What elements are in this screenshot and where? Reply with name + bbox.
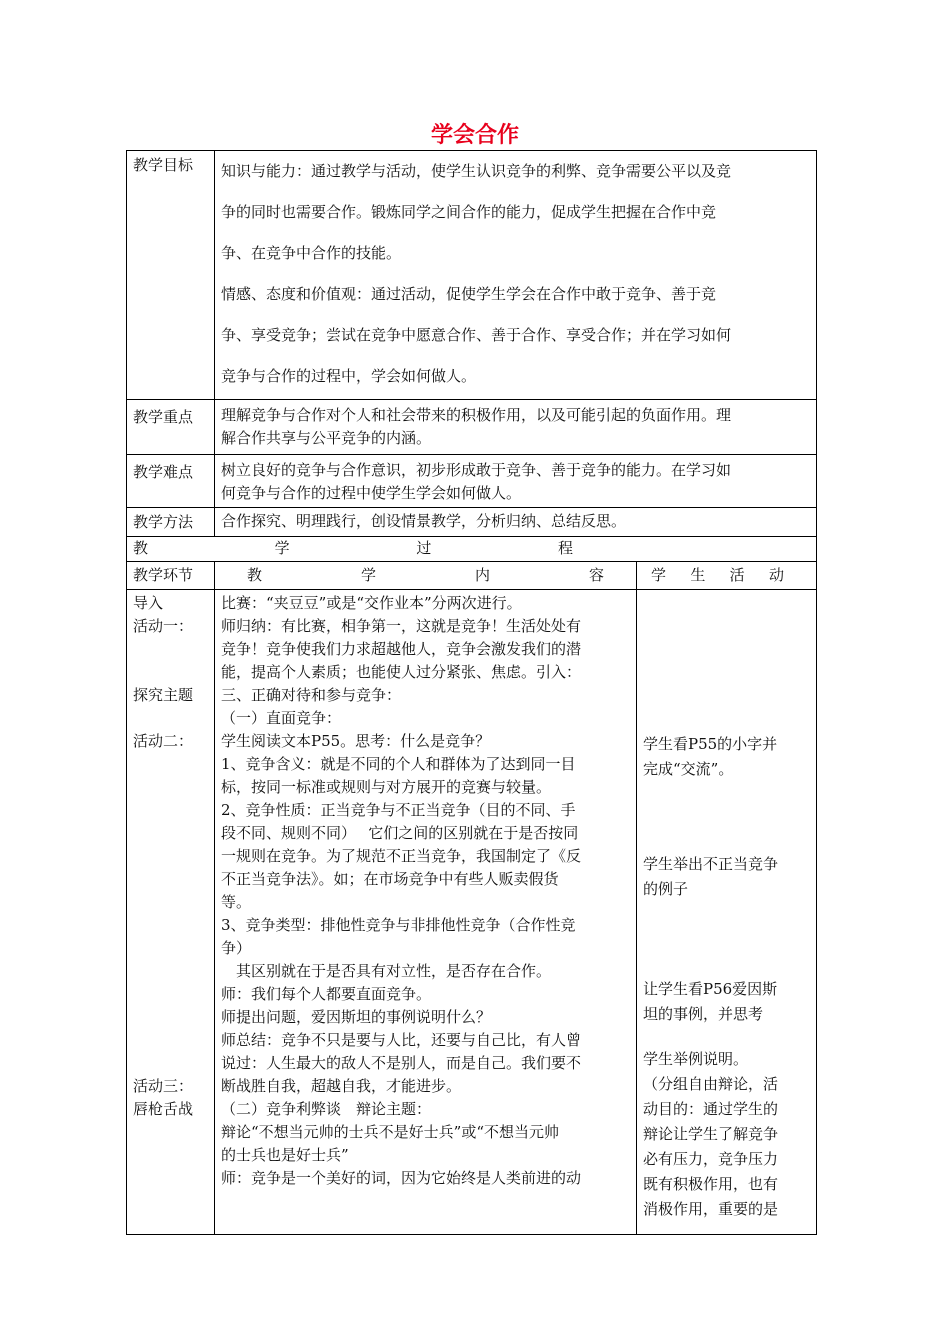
process-header-char: 过 (416, 539, 432, 557)
key-points-label: 教学重点 (127, 400, 215, 455)
content-line: 辩论“不想当元帅的士兵不是好士兵”或“不想当元帅 (221, 1123, 560, 1141)
content-line: 2、竞争性质：正当竞争与不正当竞争（目的不同、手 (221, 801, 576, 819)
stage-label: 活动三： (133, 1077, 194, 1095)
activity-header-char: 生 (690, 566, 706, 584)
objectives-line: 争、享受竞争；尝试在竞争中愿意合作、善于合作、享受合作；并在学习如何 (221, 326, 732, 344)
methods-label: 教学方法 (127, 508, 215, 537)
activity-line: 学生看P55的小字并 (643, 735, 778, 753)
content-line: 段不同、规则不同） 它们之间的区别就在于是否按同 (221, 824, 579, 842)
column-header-row (127, 562, 817, 590)
activity-header-char: 学 (651, 566, 667, 584)
content-line: 比赛：“夹豆豆”或是“交作业本”分两次进行。 (221, 594, 522, 612)
lesson-plan-table (126, 150, 817, 1235)
difficulties-line: 何竞争与合作的过程中使学生学会如何做人。 (221, 484, 522, 502)
content-line: 3、竞争类型：排他性竞争与非排他性竞争（合作性竞 (221, 916, 576, 934)
key-points-line: 理解竞争与合作对个人和社会带来的积极作用，以及可能引起的负面作用。理 (221, 406, 732, 424)
content-line: 竞争！竞争使我们力求超越他人，竞争会激发我们的潜 (221, 640, 582, 658)
content-line: 其区别就在于是否具有对立性，是否存在合作。 (221, 962, 552, 980)
content-line: 的士兵也是好士兵” (221, 1146, 349, 1164)
activity-line: 消极作用，重要的是 (643, 1200, 779, 1218)
content-line: 能，提高个人素质；也能使人过分紧张、焦虑。引入： (221, 663, 582, 681)
objectives-line: 情感、态度和价值观：通过活动，促使学生学会在合作中敢于竞争、善于竞 (221, 285, 717, 303)
difficulties-row (127, 455, 817, 508)
content-line: 师归纳：有比赛，相争第一，这就是竞争！生活处处有 (221, 617, 582, 635)
content-line: 争） (221, 939, 252, 957)
page-title: 学会合作 (430, 123, 519, 148)
stage-label: 活动二： (133, 732, 194, 750)
content-line: 不正当竞争法》。如；在市场竞争中有些人贩卖假货 (221, 870, 559, 888)
process-header (133, 537, 573, 560)
content-line: 师：我们每个人都要直面竞争。 (221, 985, 432, 1003)
activity-line: 学生举出不正当竞争 (643, 855, 779, 873)
content-line: 师提出问题，爱因斯坦的事例说明什么？ (221, 1008, 492, 1026)
difficulties-label: 教学难点 (127, 455, 215, 508)
content-line: （一）直面竞争： (221, 709, 342, 727)
content-line: 师：竞争是一个美好的词，因为它始终是人类前进的动 (221, 1169, 582, 1187)
key-points-text (215, 400, 817, 455)
process-header-row (127, 537, 817, 562)
activity-line: 动目的：通过学生的 (643, 1100, 779, 1118)
stage-label: 探究主题 (133, 686, 194, 704)
key-points-row (127, 400, 817, 455)
content-line: 1、竞争含义：就是不同的个人和群体为了达到同一目 (221, 755, 576, 773)
process-body-row (127, 590, 817, 1235)
content-line: 三、正确对待和参与竞争： (221, 686, 402, 704)
difficulties-line: 树立良好的竞争与合作意识，初步形成敢于竞争、善于竞争的能力。在学习如 (221, 461, 732, 479)
activity-header-char: 动 (768, 566, 784, 584)
methods-row (127, 508, 817, 537)
stage-column-header: 教学环节 (127, 562, 215, 590)
content-line: 学生阅读文本P55。思考：什么是竞争？ (221, 732, 491, 750)
objectives-label: 教学目标 (127, 151, 215, 400)
key-points-line: 解合作共享与公平竞争的内涵。 (221, 429, 432, 447)
content-line: 标，按同一标准或规则与对方展开的竞赛与较量。 (221, 778, 552, 796)
activity-line: 辩论让学生了解竞争 (643, 1125, 779, 1143)
content-line: 等。 (221, 893, 252, 911)
stage-label: 活动一： (133, 617, 194, 635)
activity-line: 既有积极作用，也有 (643, 1175, 779, 1193)
objectives-line: 争的同时也需要合作。锻炼同学之间合作的能力，促成学生把握在合作中竞 (221, 203, 717, 221)
stage-label: 唇枪舌战 (133, 1100, 194, 1118)
activity-line: 必有压力，竞争压力 (643, 1150, 779, 1168)
stage-cell (127, 590, 215, 1235)
content-line: 一规则在竞争。为了规范不正当竞争，我国制定了《反 (221, 847, 582, 865)
content-header-char: 容 (588, 566, 604, 584)
objectives-row (127, 151, 817, 400)
activity-header-char: 活 (729, 566, 745, 584)
stage-label: 导入 (133, 594, 164, 612)
content-header-char: 内 (474, 566, 490, 584)
objectives-text (215, 151, 817, 400)
activity-line: 完成“交流”。 (643, 760, 734, 778)
objectives-line: 竞争与合作的过程中，学会如何做人。 (221, 367, 477, 385)
difficulties-text (215, 455, 817, 508)
student-activity-cell (637, 590, 817, 1235)
objectives-line: 争、在竞争中合作的技能。 (221, 244, 402, 262)
content-line: 师总结：竞争不只是要与人比，还要与自己比，有人曾 (221, 1031, 582, 1049)
activity-line: 学生举例说明。 (643, 1050, 749, 1068)
process-header-char: 学 (274, 539, 290, 557)
content-cell (215, 590, 637, 1235)
activity-line: （分组自由辩论，活 (643, 1075, 779, 1093)
methods-text: 合作探究、明理践行，创设情景教学，分析归纳、总结反思。 (215, 508, 817, 537)
activity-line: 坦的事例，并思考 (643, 1005, 764, 1023)
activity-line: 让学生看P56爱因斯 (643, 980, 778, 998)
process-header-char: 程 (557, 539, 573, 557)
content-column-header (221, 564, 630, 587)
content-header-char: 教 (247, 566, 263, 584)
objectives-line: 知识与能力：通过教学与活动，使学生认识竞争的利弊、竞争需要公平以及竞 (221, 162, 732, 180)
content-line: （二）竞争利弊谈 辩论主题： (221, 1100, 432, 1118)
activity-column-header (643, 564, 810, 587)
content-header-char: 学 (360, 566, 376, 584)
content-line: 说过：人生最大的敌人不是别人，而是自己。我们要不 (221, 1054, 582, 1072)
content-line: 断战胜自我，超越自我，才能进步。 (221, 1077, 462, 1095)
process-header-char: 教 (133, 539, 149, 557)
activity-line: 的例子 (643, 880, 689, 898)
